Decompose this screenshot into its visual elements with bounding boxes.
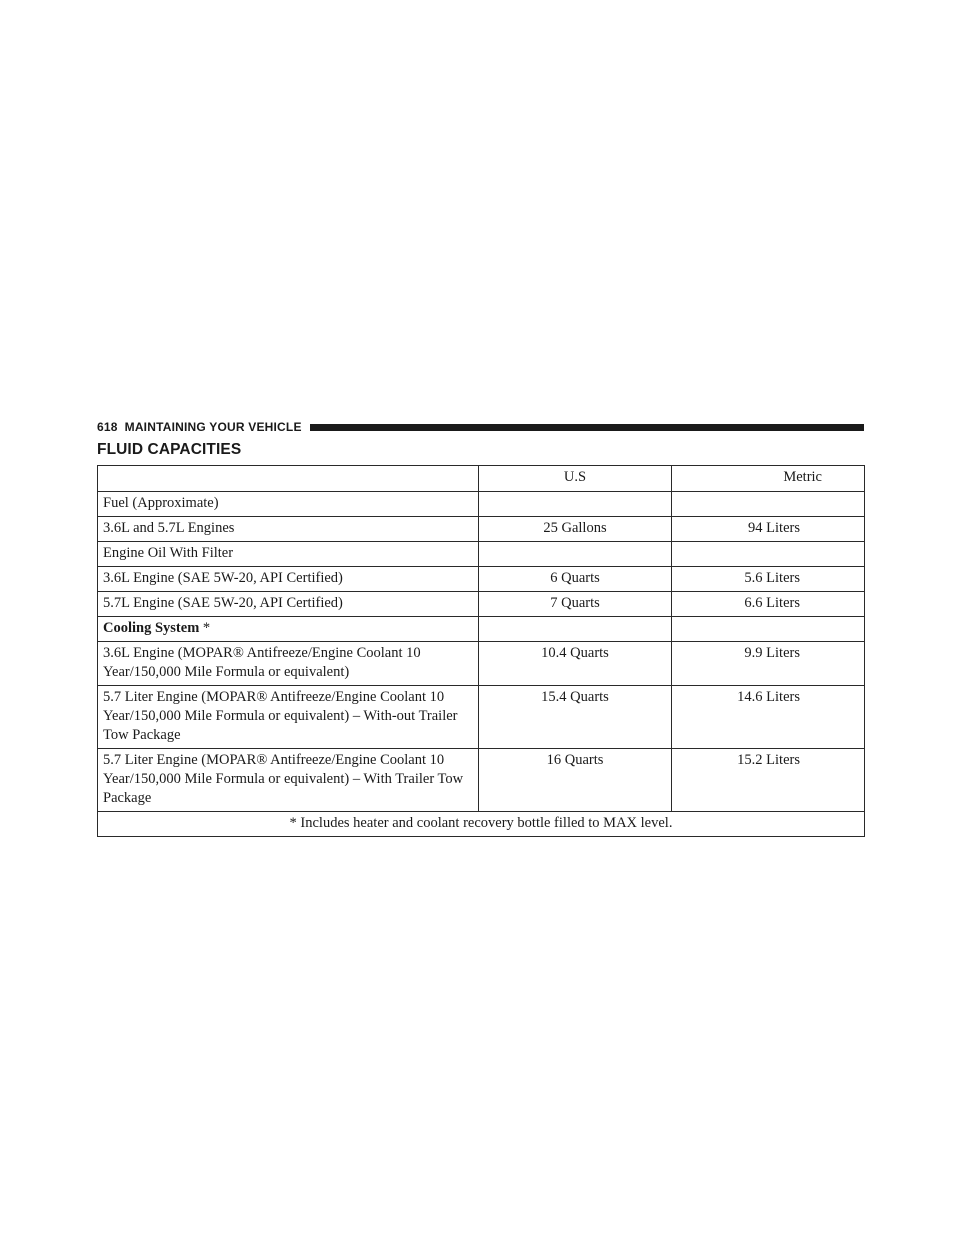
row-description: 3.6L Engine (SAE 5W-20, API Certified): [98, 567, 479, 592]
row-us-value: [479, 617, 672, 642]
row-us-value: 10.4 Quarts: [479, 642, 672, 686]
row-metric-value: [672, 542, 865, 567]
row-metric-value: 5.6 Liters: [672, 567, 865, 592]
row-us-value: 7 Quarts: [479, 592, 672, 617]
row-description: 5.7 Liter Engine (MOPAR® Antifreeze/Engine Coolant 10 Year/150,000 Mile Formula or equivalent) – With-out Trailer Tow Package: [98, 686, 479, 749]
row-description: Fuel (Approximate): [98, 492, 479, 517]
header-cell-metric: Metric: [672, 466, 865, 492]
row-metric-value: [672, 492, 865, 517]
row-description: [98, 617, 479, 642]
row-metric-value: 94 Liters: [672, 517, 865, 542]
table-footnote: * Includes heater and coolant recovery bottle filled to MAX level.: [98, 812, 865, 837]
row-description: 3.6L and 5.7L Engines: [98, 517, 479, 542]
row-us-value: 15.4 Quarts: [479, 686, 672, 749]
page-number: 618: [97, 420, 118, 434]
row-metric-value: 9.9 Liters: [672, 642, 865, 686]
row-description: Engine Oil With Filter: [98, 542, 479, 567]
table-row: [98, 642, 865, 686]
table-row: [98, 567, 865, 592]
table-row: [98, 617, 865, 642]
header-cell-us: U.S: [479, 466, 672, 492]
row-metric-value: 6.6 Liters: [672, 592, 865, 617]
table-row: [98, 492, 865, 517]
table-row: [98, 517, 865, 542]
row-description: 3.6L Engine (MOPAR® Antifreeze/Engine Coolant 10 Year/150,000 Mile Formula or equivalent): [98, 642, 479, 686]
running-head: [97, 419, 864, 435]
row-us-value: 16 Quarts: [479, 749, 672, 812]
row-us-value: [479, 492, 672, 517]
header-cell-description: [98, 466, 479, 492]
fluid-capacities-table: [97, 465, 865, 837]
row-description-suffix: *: [199, 620, 211, 636]
row-us-value: 6 Quarts: [479, 567, 672, 592]
row-us-value: [479, 542, 672, 567]
table-row: [98, 592, 865, 617]
row-description: 5.7L Engine (SAE 5W-20, API Certified): [98, 592, 479, 617]
row-metric-value: 14.6 Liters: [672, 686, 865, 749]
table-row: [98, 749, 865, 812]
footnote-row: [98, 812, 865, 837]
row-us-value: 25 Gallons: [479, 517, 672, 542]
table-row: [98, 542, 865, 567]
section-name: MAINTAINING YOUR VEHICLE: [124, 420, 302, 434]
header-rule: [310, 424, 864, 431]
table-header-row: [98, 466, 865, 492]
row-description: 5.7 Liter Engine (MOPAR® Antifreeze/Engine Coolant 10 Year/150,000 Mile Formula or equivalent) – With Trailer Tow Package: [98, 749, 479, 812]
row-metric-value: [672, 617, 865, 642]
row-metric-value: 15.2 Liters: [672, 749, 865, 812]
row-description-bold: Cooling System: [103, 620, 200, 636]
table-row: [98, 686, 865, 749]
page-title: FLUID CAPACITIES: [97, 441, 242, 458]
